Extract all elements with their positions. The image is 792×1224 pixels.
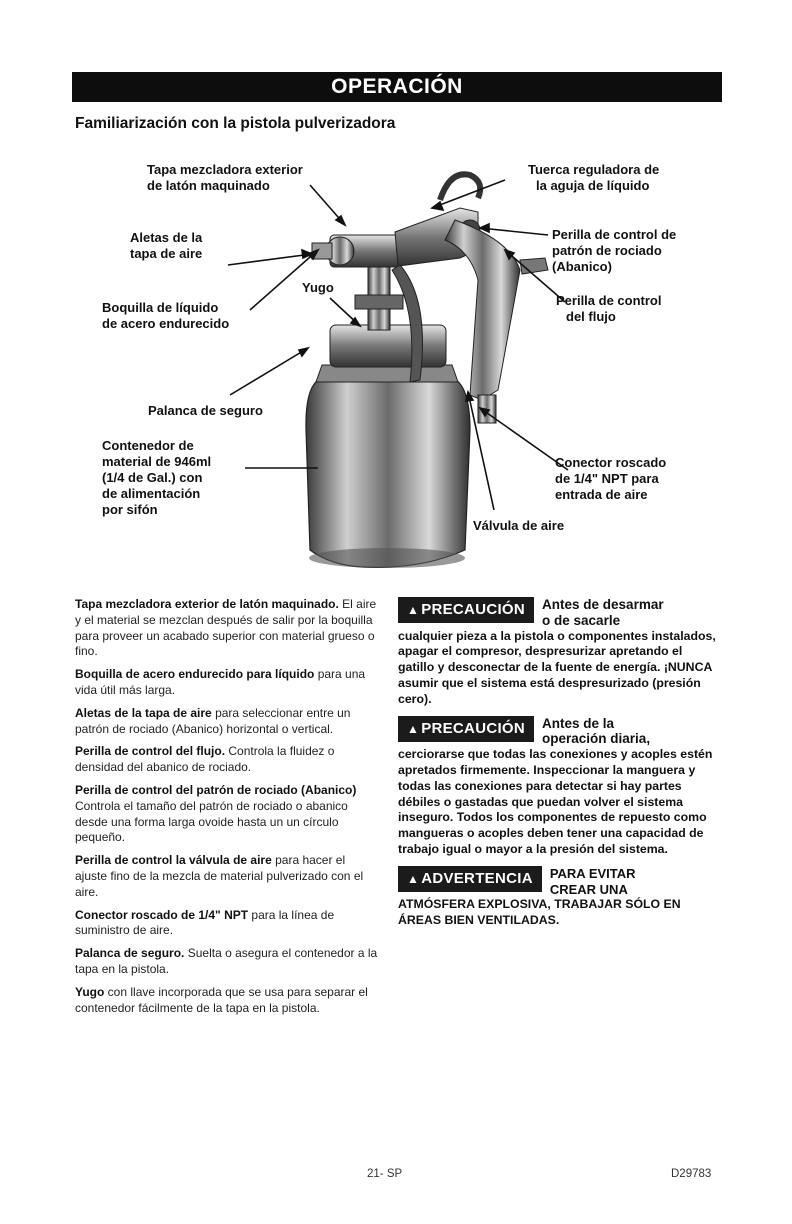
warning-block-3: ▲ ADVERTENCIA PARA EVITAR CREAR UNA ATMÓSFERA EXPLOSIVA, TRABAJAR SÓLO EN ÁREAS BIEN VENTILADAS.	[398, 866, 718, 929]
caution-badge: ▲ PRECAUCIÓN	[398, 716, 534, 742]
section-banner: OPERACIÓN	[72, 72, 722, 102]
hook-illustration	[440, 174, 480, 200]
desc-pattern-knob: Perilla de control del patrón de rociado (Abanico) Controla el tamaño del patrón de rociado o abanico desde una forma larga ovoide hasta un un círculo pequeño.	[75, 782, 357, 845]
desc-yoke: Yugo con llave incorporada que se usa para separar el contenedor fácilmente de la tapa en la pistola.	[75, 984, 368, 1015]
desc-air-cap-wings: Aletas de la tapa de aire para seleccionar entre un patrón de rociado (Abanico) horizontal o vertical.	[75, 705, 351, 736]
label-air-cap-wings: Aletas de la tapa de aire	[130, 230, 203, 261]
warning-badge: ▲ ADVERTENCIA	[398, 866, 542, 892]
desc-lock-lever: Palanca de seguro. Suelta o asegura el contenedor a la tapa en la pistola.	[75, 946, 378, 976]
label-air-valve: Válvula de aire	[473, 518, 565, 533]
desc-mixing-cap: Tapa mezcladora exterior de latón maquinado. El aire y el material se mezclan después de salir por la boquilla para proveer un acabado superior con material grueso o fino.	[75, 597, 377, 659]
warning-body-3: ATMÓSFERA EXPLOSIVA, TRABAJAR SÓLO EN ÁREAS BIEN VENTILADAS.	[398, 897, 681, 928]
desc-flow-knob: Perilla de control del flujo. Controla la fluidez o densidad del abanico de rociado.	[75, 744, 335, 775]
label-air-inlet: Conector roscado de 1/4" NPT para entrada de aire	[555, 455, 667, 502]
spray-gun-diagram	[0, 140, 792, 595]
label-mixing-cap: Tapa mezcladora exterior de latón maquinado	[147, 162, 303, 193]
warning-body-2: cerciorarse que todas las conexiones y acoples estén apretados firmemente. Inspeccionar la manguera y todas las conexiones para detectar si hay partes débiles o gastadas que puedan volver el sistema inseguro. Todos los componentes de repuesto como mangueras o acoples deben tener una capacidad de trabajo igual o mayor a la presión del sistema.	[398, 747, 713, 856]
warning-block-1: ▲ PRECAUCIÓN Antes de desarmar o de sacarle cualquier pieza a la pistola o componentes instalados, apagar el compresor, despresurizar apretando el gatillo y desconectar de la fuente de energía. ¡NUNCA asumir que el sistema está despresurizado (presión cero).	[398, 597, 718, 708]
label-lock-lever: Palanca de seguro	[148, 403, 263, 418]
document-code: D29783	[671, 1168, 712, 1180]
warning-triangle-icon: ▲	[407, 603, 420, 617]
desc-air-inlet: Conector roscado de 1/4" NPT para la línea de suministro de aire.	[75, 907, 335, 938]
section-subtitle: Familiarización con la pistola pulverizadora	[75, 115, 396, 132]
desc-air-valve-knob: Perilla de control la válvula de aire para hacer el ajuste fino de la mezcla de material pulverizado con el aire.	[75, 853, 364, 899]
label-container: Contenedor de material de 946ml (1/4 de Gal.) con de alimentación por sifón	[102, 438, 212, 517]
label-fluid-tip: Boquilla de líquido de acero endurecido	[102, 300, 230, 331]
label-flow-knob: Perilla de control del flujo	[556, 293, 662, 324]
label-pattern-knob: Perilla de control de patrón de rociado (Abanico)	[552, 227, 677, 274]
warning-body-1: cualquier pieza a la pistola o componentes instalados, apagar el compresor, despresurizar apretando el gatillo y desconectar de la fuente de energía. ¡NUNCA asumir que el sistema está despresurizado (presión cero).	[398, 628, 716, 706]
warning-triangle-icon: ▲	[407, 871, 420, 886]
label-yoke: Yugo	[302, 280, 334, 295]
container-illustration	[306, 365, 470, 568]
label-needle-nut: Tuerca reguladora de la aguja de líquido	[528, 162, 660, 193]
warning-block-2: ▲ PRECAUCIÓN Antes de la operación diaria, cerciorarse que todas las conexiones y acoples estén apretados firmemente. Inspeccionar la manguera y todas las conexiones para detectar si hay partes débiles o gastadas que puedan volver el sistema inseguro. Todos los componentes de repuesto como mangueras o acoples deben tener una capacidad de trabajo igual o mayor a la presión del sistema.	[398, 716, 718, 858]
component-descriptions	[75, 597, 380, 1023]
warnings-column	[398, 597, 718, 929]
caution-badge: ▲ PRECAUCIÓN	[398, 597, 534, 623]
desc-fluid-tip: Boquilla de acero endurecido para líquido para una vida útil más larga.	[75, 667, 366, 697]
warning-triangle-icon: ▲	[407, 721, 420, 736]
page-number: 21- SP	[367, 1168, 403, 1180]
